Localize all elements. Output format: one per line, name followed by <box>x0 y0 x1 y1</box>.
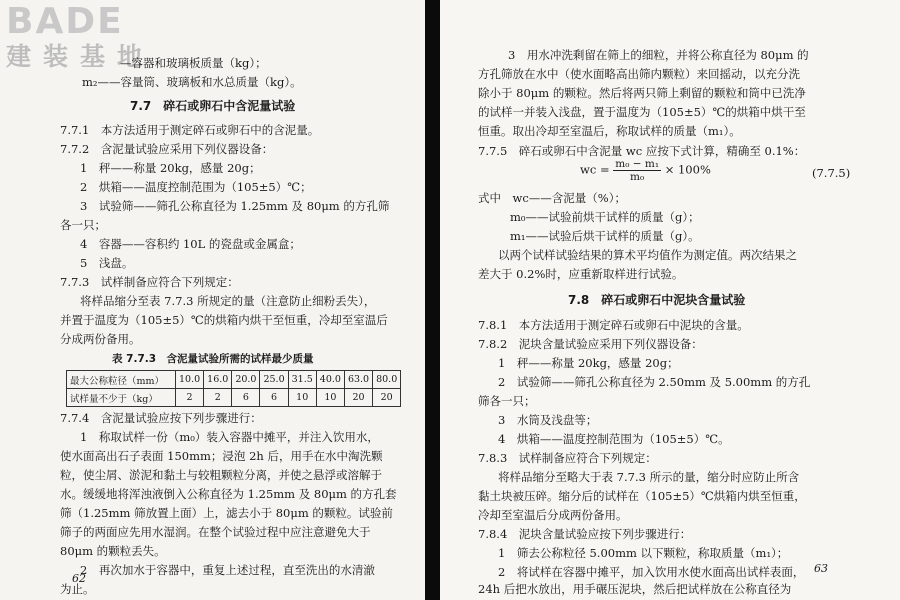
text-line: 1 秤——称量 20kg，感量 20g； <box>80 161 261 175</box>
text-line: 7.8.4 泥块含量试验应按下列步骤进行： <box>478 527 692 541</box>
left-page <box>0 0 425 600</box>
text-line: 7.7.2 含泥量试验应采用下列仪器设备： <box>60 142 274 156</box>
text-line: 5 浅盘。 <box>80 256 134 270</box>
text-line: m₀——试验前烘干试样的质量（g）； <box>510 210 700 224</box>
text-line: 2 将试样在容器中摊平，加入饮用水使水面高出试样表面， <box>498 565 805 579</box>
text-line: 水。缓缓地将浑浊液倒入公称直径为 1.25mm 及 80μm 的方孔套 <box>60 487 397 501</box>
table-header-cell: 最大公称粒径（mm） <box>67 371 176 389</box>
text-line: 7.7.5 碎石或卵石中含泥量 wc 应按下式计算，精确至 0.1%： <box>478 144 806 158</box>
table-cell: 20 <box>373 389 401 407</box>
text-line: —容器和玻璃板质量（kg）； <box>120 56 267 70</box>
sample-mass-table <box>66 370 401 407</box>
table-cell: 20 <box>344 389 372 407</box>
text-line: 以两个试样试验结果的算术平均值作为测定值。两次结果之 <box>498 248 797 262</box>
table-caption: 表 7.7.3 含泥量试验所需的试样最少质量 <box>112 353 314 365</box>
text-line: 黏土块被压碎。缩分后的试样在（105±5）℃烘箱内烘至恒重， <box>478 489 806 503</box>
text-line: 7.8.1 本方法适用于测定碎石或卵石中泥块的含量。 <box>478 318 749 332</box>
text-line: 恒重。取出冷却至室温后，称取试样的质量（m₁）。 <box>478 124 741 138</box>
text-line: 3 水筒及浅盘等； <box>498 413 598 427</box>
table-cell: 10.0 <box>176 371 204 389</box>
logo-brand: BADE <box>6 1 124 42</box>
table-cell: 2 <box>176 389 204 407</box>
text-line: 80μm 的颗粒丢失。 <box>60 544 166 558</box>
text-line: 4 容器——容积约 10L 的瓷盘或金属盒； <box>80 237 301 251</box>
text-line: 为止。 <box>60 582 95 596</box>
table-cell: 63.0 <box>344 371 372 389</box>
page-number: 63 <box>814 562 828 575</box>
text-line: 2 试验筛——筛孔公称直径为 2.50mm 及 5.00mm 的方孔 <box>498 375 811 389</box>
text-line: 冷却至室温后分成两份备用。 <box>478 508 628 522</box>
table-cell: 6 <box>260 389 288 407</box>
formula-lhs: wc = <box>580 162 610 177</box>
text-line: 将样品缩分至表 7.7.3 所规定的量（注意防止细粉丢失）， <box>80 294 376 308</box>
table-cell: 16.0 <box>204 371 232 389</box>
text-line: 7.8.3 试样制备应符合下列规定： <box>478 451 657 465</box>
text-line: m₂——容量筒、玻璃板和水总质量（kg）。 <box>82 75 302 89</box>
table-cell: 6 <box>232 389 260 407</box>
text-line: 3 试验筛——筛孔公称直径为 1.25mm 及 80μm 的方孔筛 <box>80 199 390 213</box>
formula-number: (7.7.5) <box>812 166 851 180</box>
section-heading: 7.7 碎石或卵石中含泥量试验 <box>130 99 296 113</box>
text-line: 1 筛去公称粒径 5.00mm 以下颗粒，称取质量（m₁）； <box>498 546 789 560</box>
page-number: 62 <box>72 572 86 585</box>
text-line: 7.7.1 本方法适用于测定碎石或卵石中的含泥量。 <box>60 123 320 137</box>
table-header-cell: 试样量不少于（kg） <box>67 389 176 407</box>
text-line: 筛各一只； <box>478 394 536 408</box>
text-line: 2 再次加水于容器中，重复上述过程，直至洗出的水清澈 <box>80 563 375 577</box>
text-line: 的试样一并装入浅盘，置于温度为（105±5）℃的烘箱中烘干至 <box>478 105 806 119</box>
formula-7-7-5 <box>580 158 711 183</box>
text-line: 7.7.3 试样制备应符合下列规定： <box>60 275 239 289</box>
text-line: 1 称取试样一份（m₀）装入容器中摊平，并注入饮用水， <box>80 430 379 444</box>
table-cell: 10 <box>288 389 316 407</box>
table-cell: 40.0 <box>316 371 344 389</box>
text-line: 将样品缩分至略大于表 7.7.3 所示的量，缩分时应防止所含 <box>498 470 800 484</box>
text-line: 7.7.4 含泥量试验应按下列步骤进行： <box>60 411 262 425</box>
section-heading: 7.8 碎石或卵石中泥块含量试验 <box>568 293 746 307</box>
formula-denominator: m₀ <box>630 171 645 183</box>
table-cell: 10 <box>316 389 344 407</box>
book-gutter <box>425 0 440 600</box>
table-cell: 20.0 <box>232 371 260 389</box>
formula-numerator: m₀ − m₁ <box>615 158 660 170</box>
logo-chinese: 建装基地 <box>6 42 155 71</box>
text-line: 24h 后把水放出，用手碾压泥块，然后把试样放在公称直径为 <box>478 582 792 596</box>
text-line: 筛（1.25mm 筛放置上面）上，滤去小于 80μm 的颗粒。试验前 <box>60 506 393 520</box>
text-line: 式中 wc——含泥量（%）； <box>478 191 626 205</box>
table-cell: 25.0 <box>260 371 288 389</box>
text-line: 方孔筛放在水中（使水面略高出筛内颗粒）来回摇动，以充分洗 <box>478 67 800 81</box>
table-row <box>67 371 401 389</box>
right-page <box>440 0 900 600</box>
text-line: 差大于 0.2%时，应重新取样进行试验。 <box>478 267 684 281</box>
text-line: 筛子的两面应先用水湿润。在整个试验过程中应注意避免大于 <box>60 525 371 539</box>
text-line: 1 秤——称量 20kg，感量 20g； <box>498 356 679 370</box>
text-line: 各一只； <box>60 218 106 232</box>
text-line: 3 用水冲洗剩留在筛上的细粒，并将公称直径为 80μm 的 <box>508 48 809 62</box>
table-cell: 2 <box>204 389 232 407</box>
text-line: 并置于温度为（105±5）℃的烘箱内烘干至恒重，冷却至室温后 <box>60 313 388 327</box>
text-line: m₁——试验后烘干试样的质量（g）。 <box>510 229 700 243</box>
formula-rhs: × 100% <box>664 162 711 177</box>
text-line: 粒，使尘屑、淤泥和黏土与较粗颗粒分离，并使之悬浮或溶解于 <box>60 468 382 482</box>
text-line: 分成两份备用。 <box>60 332 141 346</box>
table-cell: 80.0 <box>373 371 401 389</box>
text-line: 7.8.2 泥块含量试验应采用下列仪器设备： <box>478 337 703 351</box>
table-row <box>67 389 401 407</box>
text-line: 4 烘箱——温度控制范围为（105±5）℃。 <box>498 432 730 446</box>
table-cell: 31.5 <box>288 371 316 389</box>
text-line: 使水面高出石子表面 150mm；浸泡 2h 后，用手在水中淘洗颗 <box>60 449 383 463</box>
formula-fraction <box>613 158 661 183</box>
text-line: 除小于 80μm 的颗粒。然后将两只筛上剩留的颗粒和筒中已洗净 <box>478 86 806 100</box>
text-line: 2 烘箱——温度控制范围为（105±5）℃； <box>80 180 312 194</box>
